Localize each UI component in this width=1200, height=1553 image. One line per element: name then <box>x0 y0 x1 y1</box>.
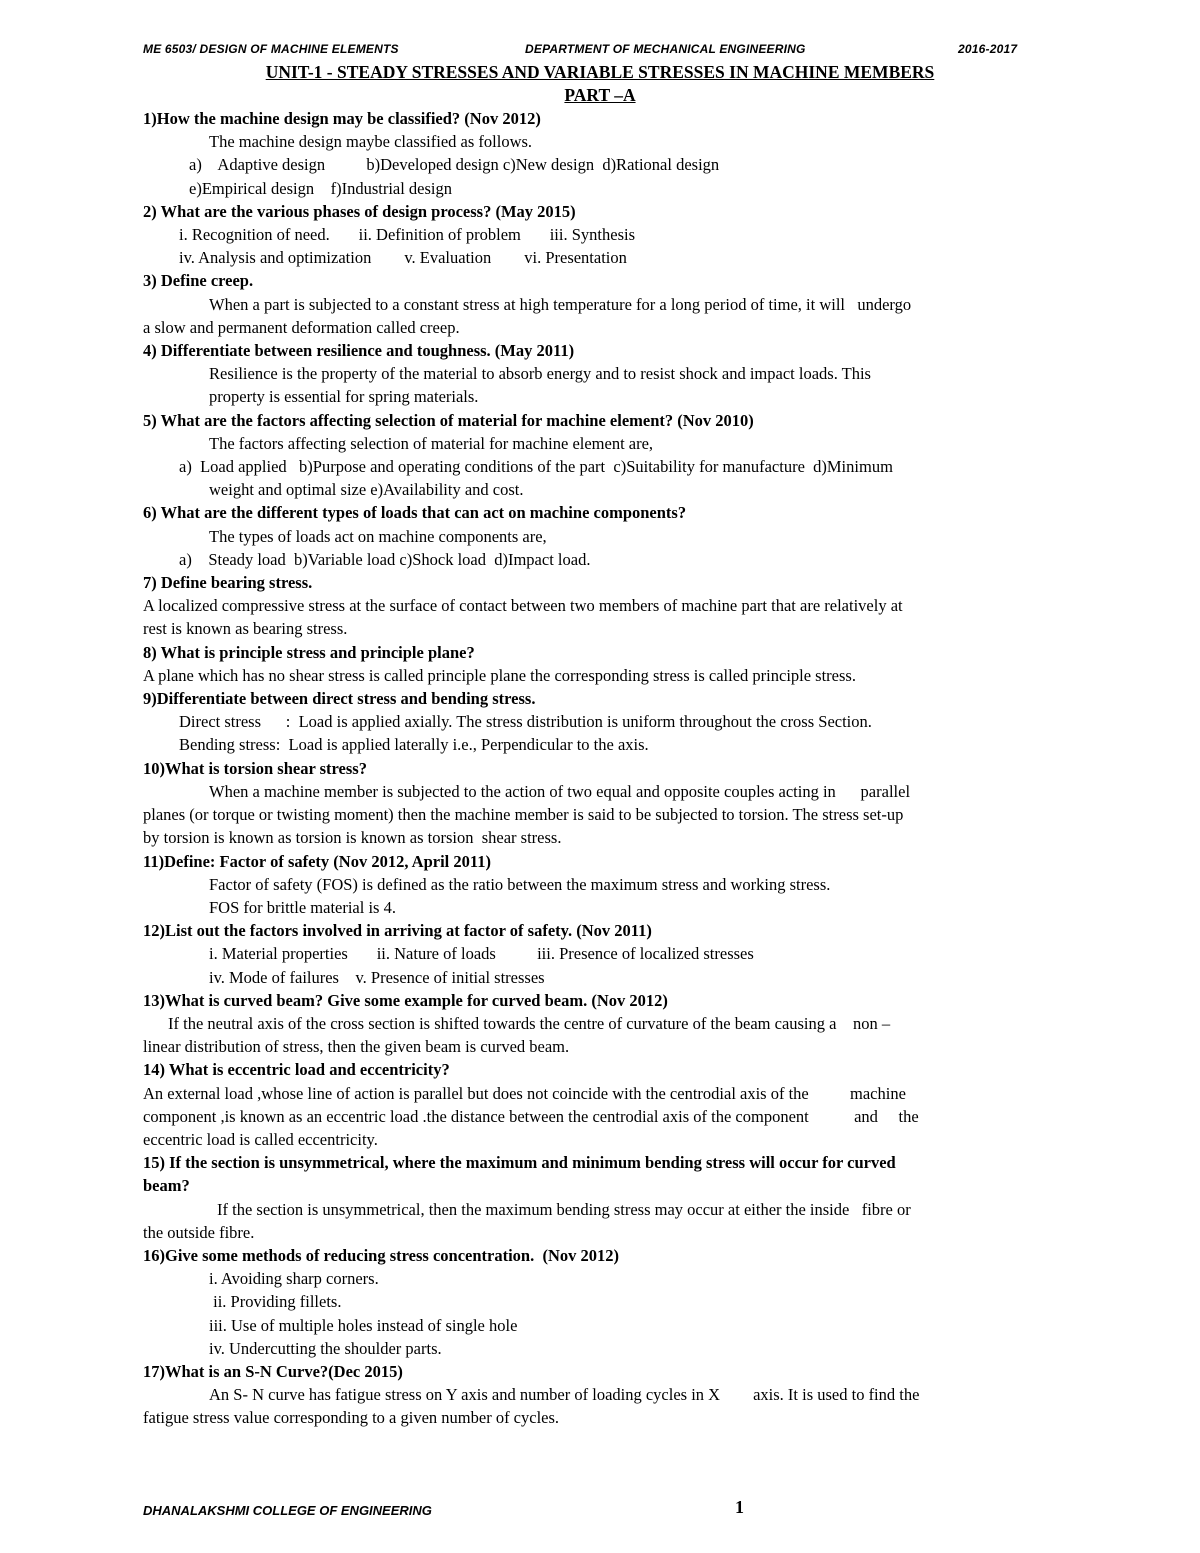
question-list <box>143 107 1088 1430</box>
answer-line: A plane which has no shear stress is called principle plane the corresponding stress is called principle stress. <box>143 665 856 685</box>
answer-line: iii. Use of multiple holes instead of single hole <box>209 1315 518 1335</box>
answer-line: The factors affecting selection of material for machine element are, <box>209 433 654 453</box>
answer-line: When a part is subjected to a constant stress at high temperature for a long period of time, it will undergo <box>209 294 912 314</box>
answer-line: component ,is known as an eccentric load .the distance between the centrodial axis of the component and the <box>143 1106 919 1126</box>
answer-line: a) Load applied b)Purpose and operating conditions of the part c)Suitability for manufacture d)Minimum <box>179 457 893 477</box>
question-heading: 16)Give some methods of reducing stress concentration. (Nov 2012) <box>143 1245 620 1265</box>
answer-line: iv. Mode of failures v. Presence of initial stresses <box>209 967 545 987</box>
answer-line: An external load ,whose line of action is parallel but does not coincide with the centrodial axis of the machine <box>143 1083 906 1103</box>
answer-line: If the neutral axis of the cross section is shifted towards the centre of curvature of the beam causing a non – <box>168 1013 891 1033</box>
part-title: PART –A <box>564 85 636 105</box>
footer-college: DHANALAKSHMI COLLEGE OF ENGINEERING <box>143 1503 432 1518</box>
answer-line: by torsion is known as torsion is known as torsion shear stress. <box>143 828 562 848</box>
answer-line: Bending stress: Load is applied laterally i.e., Perpendicular to the axis. <box>179 735 649 755</box>
answer-line: eccentric load is called eccentricity. <box>143 1129 378 1149</box>
question-heading: 2) What are the various phases of design process? (May 2015) <box>143 201 576 221</box>
answer-line: iv. Analysis and optimization v. Evaluation vi. Presentation <box>179 248 627 268</box>
answer-line: A localized compressive stress at the surface of contact between two members of machine part that are relatively at <box>143 596 903 616</box>
answer-line: The types of loads act on machine components are, <box>209 526 547 546</box>
answer-line: An S- N curve has fatigue stress on Y axis and number of loading cycles in X axis. It is used to find the <box>209 1385 920 1405</box>
answer-line: Resilience is the property of the material to absorb energy and to resist shock and impact loads. This <box>209 364 871 384</box>
question-heading: 5) What are the factors affecting selection of material for machine element? (Nov 2010) <box>143 410 754 430</box>
answer-line: the outside fibre. <box>143 1222 255 1242</box>
question-heading: 12)List out the factors involved in arriving at factor of safety. (Nov 2011) <box>143 921 652 941</box>
answer-line: weight and optimal size e)Availability and cost. <box>209 480 524 500</box>
answer-line: fatigue stress value corresponding to a given number of cycles. <box>143 1408 560 1428</box>
answer-line: ii. Providing fillets. <box>209 1292 342 1312</box>
unit-title: UNIT-1 - STEADY STRESSES AND VARIABLE STRESSES IN MACHINE MEMBERS <box>265 62 935 82</box>
answer-line: a) Steady load b)Variable load c)Shock load d)Impact load. <box>179 549 591 569</box>
question-heading: 6) What are the different types of loads that can act on machine components? <box>143 503 687 523</box>
question-heading: 15) If the section is unsymmetrical, where the maximum and minimum bending stress will occur for curved <box>143 1153 896 1173</box>
question-heading: 11)Define: Factor of safety (Nov 2012, April 2011) <box>143 851 491 871</box>
question-heading: 17)What is an S-N Curve?(Dec 2015) <box>143 1361 403 1381</box>
question-heading: 14) What is eccentric load and eccentricity? <box>143 1060 450 1080</box>
question-heading: 3) Define creep. <box>143 271 254 291</box>
question-heading: 4) Differentiate between resilience and toughness. (May 2011) <box>143 341 575 361</box>
answer-line: rest is known as bearing stress. <box>143 619 348 639</box>
page-number: 1 <box>735 1497 744 1517</box>
answer-line: planes (or torque or twisting moment) then the machine member is said to be subjected to torsion. The stress set-up <box>143 805 904 825</box>
answer-line: If the section is unsymmetrical, then the maximum bending stress may occur at either the inside fibre or <box>217 1199 911 1219</box>
answer-line: i. Recognition of need. ii. Definition of problem iii. Synthesis <box>179 225 635 245</box>
question-heading: 8) What is principle stress and principle plane? <box>143 642 475 662</box>
question-heading: 9)Differentiate between direct stress and bending stress. <box>143 689 536 709</box>
answer-line: FOS for brittle material is 4. <box>209 897 396 917</box>
header-department: DEPARTMENT OF MECHANICAL ENGINEERING <box>525 42 806 56</box>
answer-line: The machine design maybe classified as follows. <box>209 132 533 152</box>
question-heading: 1)How the machine design may be classified? (Nov 2012) <box>143 109 541 128</box>
header-course: ME 6503/ DESIGN OF MACHINE ELEMENTS <box>143 42 399 56</box>
answer-line: Direct stress : Load is applied axially. The stress distribution is uniform throughout the cross Section. <box>179 712 872 732</box>
answer-line: linear distribution of stress, then the given beam is curved beam. <box>143 1037 570 1057</box>
answer-line: a slow and permanent deformation called creep. <box>143 317 460 337</box>
answer-line: property is essential for spring materials. <box>209 387 479 407</box>
answer-line: Factor of safety (FOS) is defined as the ratio between the maximum stress and working stress. <box>209 874 831 894</box>
answer-line: When a machine member is subjected to the action of two equal and opposite couples acting in parallel <box>209 781 911 801</box>
answer-line: iv. Undercutting the shoulder parts. <box>209 1338 442 1358</box>
answer-line: i. Material properties ii. Nature of loads iii. Presence of localized stresses <box>209 944 754 964</box>
answer-line: a) Adaptive design b)Developed design c)New design d)Rational design <box>189 155 720 175</box>
question-heading: 13)What is curved beam? Give some example for curved beam. (Nov 2012) <box>143 990 668 1010</box>
header-year: 2016-2017 <box>958 42 1018 56</box>
question-heading: beam? <box>143 1176 190 1196</box>
question-heading: 10)What is torsion shear stress? <box>143 758 367 778</box>
question-heading: 7) Define bearing stress. <box>143 573 313 593</box>
answer-line: e)Empirical design f)Industrial design <box>189 178 453 198</box>
answer-line: i. Avoiding sharp corners. <box>209 1269 379 1289</box>
